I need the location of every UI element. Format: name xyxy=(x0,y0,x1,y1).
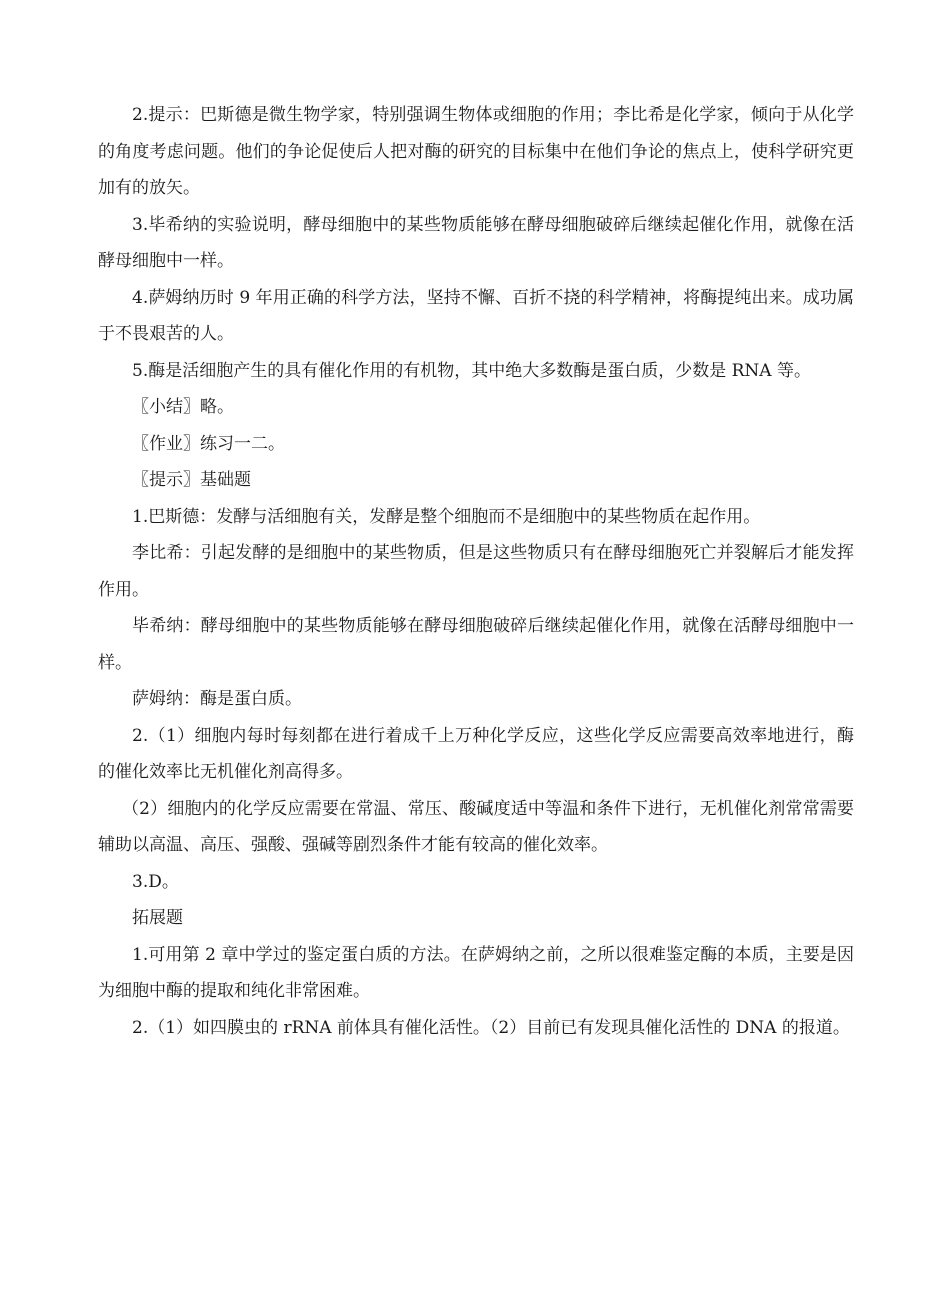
paragraph-summary: 〖小结〗略。 xyxy=(132,397,234,417)
paragraph-basic-1-sumner: 萨姆纳：酶是蛋白质。 xyxy=(132,689,302,709)
paragraph-extension-title: 拓展题 xyxy=(132,908,183,928)
document-page xyxy=(98,97,854,1046)
paragraph-basic-1-pasteur: 1.巴斯德：发酵与活细胞有关，发酵是整个细胞而不是细胞中的某些物质在起作用。 xyxy=(132,506,761,527)
paragraph-hint-basic: 〖提示〗基础题 xyxy=(132,470,251,490)
paragraph-basic-1-liebig: 李比希：引起发酵的是细胞中的某些物质，但是这些物质只有在酵母细胞死亡并裂解后才能发挥作用。 xyxy=(98,543,854,600)
paragraph-homework: 〖作业〗练习一二。 xyxy=(132,433,285,454)
paragraph-answer-3: 3.毕希纳的实验说明，酵母细胞中的某些物质能够在酵母细胞破碎后继续起催化作用，就像在活酵母细胞中一样。 xyxy=(98,214,854,271)
paragraph-basic-2-2: （2）细胞内的化学反应需要在常温、常压、酸碱度适中等温和条件下进行，无机催化剂常常需要辅助以高温、高压、强酸、强碱等剧烈条件才能有较高的催化效率。 xyxy=(98,798,854,855)
paragraph-answer-5: 5.酶是活细胞产生的具有催化作用的有机物，其中绝大多数酶是蛋白质，少数是 RNA 等。 xyxy=(132,360,811,381)
paragraph-basic-2-1: 2.（1）细胞内每时每刻都在进行着成千上万种化学反应，这些化学反应需要高效率地进行，酶的催化效率比无机催化剂高得多。 xyxy=(98,725,854,782)
paragraph-extension-1: 1.可用第 2 章中学过的鉴定蛋白质的方法。在萨姆纳之前，之所以很难鉴定酶的本质，主要是因为细胞中酶的提取和纯化非常困难。 xyxy=(98,944,854,1001)
paragraph-answer-2-hint: 2.提示：巴斯德是微生物学家，特别强调生物体或细胞的作用；李比希是化学家，倾向于从化学的角度考虑问题。他们的争论促使后人把对酶的研究的目标集中在他们争论的焦点上，使科学研究更加有的放矢。 xyxy=(98,105,854,198)
paragraph-basic-1-buchner: 毕希纳：酵母细胞中的某些物质能够在酵母细胞破碎后继续起催化作用，就像在活酵母细胞中一样。 xyxy=(98,616,854,673)
paragraph-basic-3: 3.D。 xyxy=(132,871,179,892)
paragraph-extension-2: 2.（1）如四膜虫的 rRNA 前体具有催化活性。（2）目前已有发现具催化活性的 DNA 的报道。 xyxy=(132,1017,850,1038)
paragraph-answer-4: 4.萨姆纳历时 9 年用正确的科学方法，坚持不懈、百折不挠的科学精神，将酶提纯出来。成功属于不畏艰苦的人。 xyxy=(98,287,854,344)
